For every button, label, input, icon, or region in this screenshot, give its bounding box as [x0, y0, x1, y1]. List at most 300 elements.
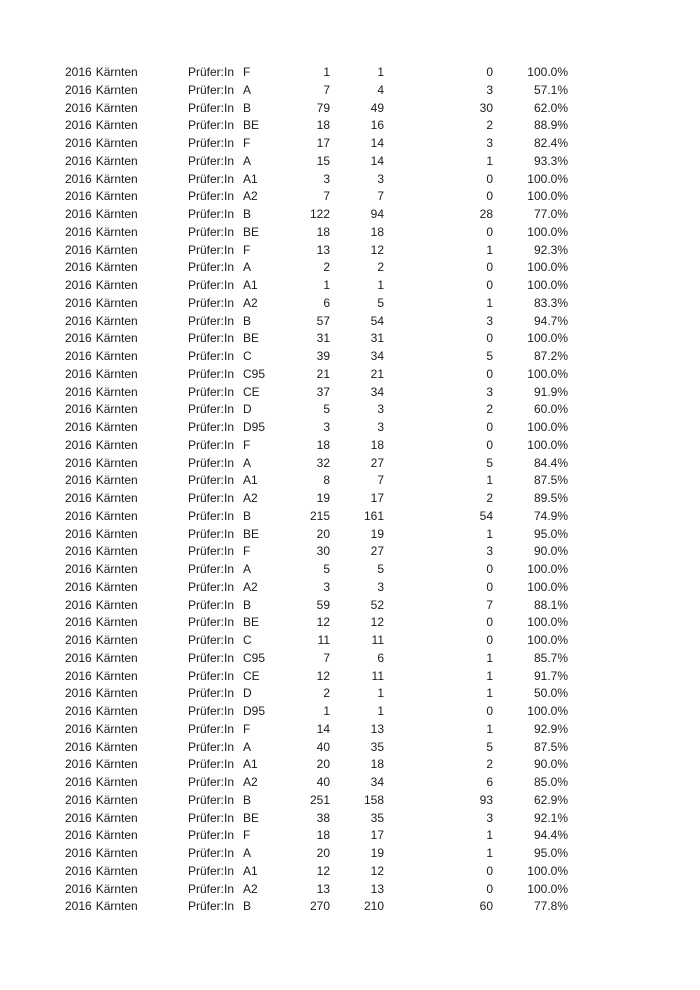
- pass-rate-cell: 84.4%: [533, 455, 568, 470]
- category-cell: C: [243, 633, 252, 647]
- region-text: Kärnten: [95, 224, 138, 239]
- year-region-cell: [65, 650, 188, 668]
- examiner-cell: Prüfer:In: [188, 828, 235, 843]
- pass-rate-cell: 100.0%: [527, 260, 568, 275]
- examiner-cell: Prüfer:In: [188, 473, 235, 488]
- category-cell: F: [243, 437, 251, 452]
- passed-count-cell: 18: [370, 437, 384, 452]
- year-text: 2016: [65, 810, 92, 825]
- total-count-cell: 12: [316, 863, 330, 878]
- passed-count-cell: 1: [377, 65, 384, 79]
- failed-count-cell: 28: [479, 207, 493, 221]
- category-cell: A1: [243, 757, 258, 772]
- examiner-cell: Prüfer:In: [188, 508, 235, 523]
- pass-rate-cell: 100.0%: [527, 615, 568, 630]
- year-region-cell: [65, 827, 188, 845]
- year-text: 2016: [65, 597, 92, 612]
- failed-count-cell: 3: [486, 136, 493, 150]
- pass-rate-cell: 62.9%: [533, 792, 568, 807]
- passed-count-cell: 1: [377, 686, 384, 701]
- failed-count-cell: 1: [486, 153, 493, 168]
- category-cell: A: [243, 562, 252, 576]
- year-region-cell: [65, 863, 188, 881]
- pass-rate-cell: 100.0%: [527, 224, 568, 239]
- category-cell: B: [243, 207, 252, 221]
- year-region-cell: [65, 703, 188, 721]
- year-region-cell: [65, 82, 188, 100]
- year-text: 2016: [65, 295, 92, 310]
- failed-count-cell: 3: [486, 384, 493, 399]
- table-row: [65, 721, 568, 739]
- year-region-cell: [65, 597, 188, 615]
- total-count-cell: 5: [323, 562, 330, 576]
- table-row: [65, 313, 568, 331]
- pass-rate-cell: 88.9%: [533, 118, 568, 133]
- failed-count-cell: 1: [486, 828, 493, 843]
- total-count-cell: 37: [316, 384, 330, 399]
- examiner-cell: Prüfer:In: [188, 224, 235, 239]
- region-text: Kärnten: [95, 100, 138, 115]
- category-cell: A: [243, 82, 252, 97]
- examiner-cell: Prüfer:In: [188, 278, 235, 292]
- results-table: [65, 64, 568, 916]
- category-cell: A1: [243, 473, 258, 488]
- passed-count-cell: 52: [370, 597, 384, 612]
- table-row: [65, 135, 568, 153]
- year-region-cell: [65, 100, 188, 118]
- failed-count-cell: 0: [486, 65, 493, 79]
- passed-count-cell: 19: [370, 526, 384, 541]
- year-region-cell: [65, 330, 188, 348]
- category-cell: A2: [243, 295, 258, 310]
- table-row: [65, 259, 568, 277]
- examiner-cell: Prüfer:In: [188, 242, 235, 257]
- passed-count-cell: 3: [377, 420, 384, 434]
- category-cell: F: [243, 544, 251, 559]
- table-row: [65, 100, 568, 118]
- examiner-cell: Prüfer:In: [188, 207, 235, 221]
- region-text: Kärnten: [95, 846, 138, 860]
- region-text: Kärnten: [95, 597, 138, 612]
- passed-count-cell: 12: [370, 863, 384, 878]
- category-cell: A2: [243, 189, 258, 204]
- year-region-cell: [65, 135, 188, 153]
- examiner-cell: Prüfer:In: [188, 366, 235, 381]
- region-text: Kärnten: [95, 775, 138, 789]
- table-row: [65, 703, 568, 721]
- table-row: [65, 117, 568, 135]
- category-cell: A1: [243, 863, 258, 878]
- category-cell: A1: [243, 278, 258, 292]
- total-count-cell: 39: [316, 349, 330, 363]
- passed-count-cell: 11: [371, 668, 384, 683]
- pass-rate-cell: 77.0%: [533, 207, 568, 221]
- category-cell: F: [243, 242, 251, 257]
- examiner-cell: Prüfer:In: [188, 881, 235, 896]
- passed-count-cell: 210: [363, 899, 384, 914]
- total-count-cell: 12: [316, 668, 330, 683]
- passed-count-cell: 5: [377, 295, 384, 310]
- total-count-cell: 3: [323, 420, 330, 434]
- region-text: Kärnten: [95, 562, 138, 576]
- failed-count-cell: 3: [486, 313, 493, 328]
- failed-count-cell: 2: [486, 402, 493, 417]
- failed-count-cell: 0: [486, 189, 493, 204]
- passed-count-cell: 3: [377, 402, 384, 417]
- passed-count-cell: 7: [377, 189, 384, 204]
- examiner-cell: Prüfer:In: [188, 757, 235, 772]
- failed-count-cell: 54: [479, 508, 493, 523]
- year-region-cell: [65, 366, 188, 384]
- table-row: [65, 543, 568, 561]
- total-count-cell: 251: [309, 792, 330, 807]
- year-text: 2016: [65, 402, 92, 417]
- year-region-cell: [65, 277, 188, 295]
- passed-count-cell: 5: [377, 562, 384, 576]
- failed-count-cell: 1: [486, 295, 493, 310]
- table-row: [65, 401, 568, 419]
- year-text: 2016: [65, 562, 92, 576]
- category-cell: D95: [243, 704, 266, 718]
- region-text: Kärnten: [95, 242, 138, 257]
- pass-rate-cell: 88.1%: [533, 597, 568, 612]
- passed-count-cell: 13: [370, 721, 384, 736]
- category-cell: B: [243, 899, 252, 914]
- failed-count-cell: 0: [486, 437, 493, 452]
- examiner-cell: Prüfer:In: [188, 331, 235, 346]
- examiner-cell: Prüfer:In: [188, 82, 235, 97]
- examiner-cell: Prüfer:In: [188, 189, 235, 204]
- pass-rate-cell: 100.0%: [527, 420, 568, 434]
- pass-rate-cell: 95.0%: [533, 846, 568, 860]
- year-text: 2016: [65, 508, 92, 523]
- year-region-cell: [65, 348, 188, 366]
- year-text: 2016: [65, 366, 92, 381]
- examiner-cell: Prüfer:In: [188, 615, 235, 630]
- failed-count-cell: 7: [486, 597, 493, 612]
- category-cell: F: [243, 828, 251, 843]
- table-row: [65, 792, 568, 810]
- examiner-cell: Prüfer:In: [188, 313, 235, 328]
- table-row: [65, 508, 568, 526]
- year-text: 2016: [65, 721, 92, 736]
- pass-rate-cell: 94.4%: [533, 828, 568, 843]
- category-cell: A2: [243, 579, 258, 594]
- total-count-cell: 2: [323, 686, 330, 701]
- failed-count-cell: 6: [486, 775, 493, 789]
- region-text: Kärnten: [95, 384, 138, 399]
- passed-count-cell: 18: [370, 224, 384, 239]
- table-row: [65, 614, 568, 632]
- table-row: [65, 82, 568, 100]
- passed-count-cell: 27: [370, 544, 384, 559]
- pass-rate-cell: 77.8%: [533, 899, 568, 914]
- pass-rate-cell: 92.3%: [533, 242, 568, 257]
- pass-rate-cell: 92.1%: [533, 810, 568, 825]
- failed-count-cell: 1: [486, 721, 493, 736]
- table-row: [65, 526, 568, 544]
- total-count-cell: 215: [309, 508, 330, 523]
- region-text: Kärnten: [95, 118, 138, 133]
- examiner-cell: Prüfer:In: [188, 526, 235, 541]
- year-region-cell: [65, 419, 188, 437]
- pass-rate-cell: 89.5%: [533, 491, 568, 505]
- table-row: [65, 366, 568, 384]
- year-region-cell: [65, 188, 188, 206]
- pass-rate-cell: 94.7%: [533, 313, 568, 328]
- passed-count-cell: 4: [377, 82, 384, 97]
- total-count-cell: 12: [316, 615, 330, 630]
- table-row: [65, 472, 568, 490]
- examiner-cell: Prüfer:In: [188, 171, 235, 186]
- year-region-cell: [65, 543, 188, 561]
- category-cell: BE: [243, 224, 260, 239]
- pass-rate-cell: 74.9%: [533, 508, 568, 523]
- passed-count-cell: 19: [370, 846, 384, 860]
- total-count-cell: 15: [316, 153, 330, 168]
- pass-rate-cell: 100.0%: [527, 863, 568, 878]
- year-text: 2016: [65, 260, 92, 275]
- region-text: Kärnten: [95, 863, 138, 878]
- total-count-cell: 31: [316, 331, 330, 346]
- category-cell: CE: [243, 384, 260, 399]
- examiner-cell: Prüfer:In: [188, 899, 235, 914]
- table-row: [65, 206, 568, 224]
- failed-count-cell: 0: [486, 562, 493, 576]
- examiner-cell: Prüfer:In: [188, 633, 235, 647]
- table-row: [65, 171, 568, 189]
- pass-rate-cell: 91.7%: [533, 668, 568, 683]
- category-cell: C95: [243, 650, 266, 665]
- total-count-cell: 20: [316, 526, 330, 541]
- failed-count-cell: 30: [479, 100, 493, 115]
- year-text: 2016: [65, 615, 92, 630]
- passed-count-cell: 21: [370, 366, 384, 381]
- region-text: Kärnten: [95, 171, 138, 186]
- passed-count-cell: 35: [370, 739, 384, 754]
- region-text: Kärnten: [95, 313, 138, 328]
- year-region-cell: [65, 668, 188, 686]
- examiner-cell: Prüfer:In: [188, 863, 235, 878]
- region-text: Kärnten: [95, 136, 138, 150]
- total-count-cell: 1: [323, 65, 330, 79]
- year-text: 2016: [65, 420, 92, 434]
- examiner-cell: Prüfer:In: [188, 491, 235, 505]
- passed-count-cell: 14: [370, 153, 384, 168]
- total-count-cell: 18: [316, 828, 330, 843]
- passed-count-cell: 3: [377, 171, 384, 186]
- category-cell: BE: [243, 526, 260, 541]
- passed-count-cell: 13: [370, 881, 384, 896]
- region-text: Kärnten: [95, 82, 138, 97]
- examiner-cell: Prüfer:In: [188, 668, 235, 683]
- pass-rate-cell: 100.0%: [527, 437, 568, 452]
- passed-count-cell: 31: [370, 331, 384, 346]
- table-row: [65, 277, 568, 295]
- category-cell: A2: [243, 881, 258, 896]
- table-row: [65, 632, 568, 650]
- table-row: [65, 384, 568, 402]
- total-count-cell: 40: [316, 739, 330, 754]
- passed-count-cell: 94: [370, 207, 384, 221]
- examiner-cell: Prüfer:In: [188, 846, 235, 860]
- pass-rate-cell: 100.0%: [527, 366, 568, 381]
- passed-count-cell: 34: [370, 384, 384, 399]
- table-row: [65, 330, 568, 348]
- year-region-cell: [65, 455, 188, 473]
- year-region-cell: [65, 774, 188, 792]
- examiner-cell: Prüfer:In: [188, 597, 235, 612]
- region-text: Kärnten: [95, 721, 138, 736]
- category-cell: B: [243, 597, 252, 612]
- total-count-cell: 18: [316, 224, 330, 239]
- pass-rate-cell: 100.0%: [527, 633, 568, 647]
- passed-count-cell: 1: [377, 704, 384, 718]
- category-cell: A: [243, 846, 252, 860]
- region-text: Kärnten: [95, 331, 138, 346]
- year-text: 2016: [65, 349, 92, 363]
- total-count-cell: 21: [316, 366, 330, 381]
- total-count-cell: 270: [309, 899, 330, 914]
- year-text: 2016: [65, 544, 92, 559]
- year-text: 2016: [65, 863, 92, 878]
- region-text: Kärnten: [95, 668, 138, 683]
- examiner-cell: Prüfer:In: [188, 775, 235, 789]
- region-text: Kärnten: [95, 686, 138, 701]
- passed-count-cell: 3: [377, 579, 384, 594]
- year-text: 2016: [65, 242, 92, 257]
- pass-rate-cell: 50.0%: [533, 686, 568, 701]
- year-text: 2016: [65, 455, 92, 470]
- total-count-cell: 79: [316, 100, 330, 115]
- year-region-cell: [65, 171, 188, 189]
- failed-count-cell: 0: [486, 224, 493, 239]
- year-text: 2016: [65, 384, 92, 399]
- year-text: 2016: [65, 189, 92, 204]
- pass-rate-cell: 100.0%: [527, 189, 568, 204]
- pass-rate-cell: 100.0%: [527, 704, 568, 718]
- total-count-cell: 1: [323, 278, 330, 292]
- total-count-cell: 17: [316, 136, 330, 150]
- failed-count-cell: 0: [486, 260, 493, 275]
- pass-rate-cell: 95.0%: [533, 526, 568, 541]
- table-row: [65, 348, 568, 366]
- year-region-cell: [65, 614, 188, 632]
- total-count-cell: 32: [316, 455, 330, 470]
- pass-rate-cell: 100.0%: [527, 278, 568, 292]
- failed-count-cell: 2: [486, 491, 493, 505]
- failed-count-cell: 0: [486, 633, 493, 647]
- passed-count-cell: 11: [371, 633, 384, 647]
- region-text: Kärnten: [95, 189, 138, 204]
- region-text: Kärnten: [95, 207, 138, 221]
- year-text: 2016: [65, 313, 92, 328]
- region-text: Kärnten: [95, 579, 138, 594]
- total-count-cell: 6: [323, 295, 330, 310]
- category-cell: BE: [243, 615, 260, 630]
- table-row: [65, 437, 568, 455]
- year-region-cell: [65, 64, 188, 82]
- passed-count-cell: 35: [370, 810, 384, 825]
- region-text: Kärnten: [95, 739, 138, 754]
- examiner-cell: Prüfer:In: [188, 260, 235, 275]
- category-cell: D95: [243, 420, 266, 434]
- table-row: [65, 685, 568, 703]
- pass-rate-cell: 90.0%: [533, 757, 568, 772]
- examiner-cell: Prüfer:In: [188, 153, 235, 168]
- year-text: 2016: [65, 82, 92, 97]
- passed-count-cell: 54: [370, 313, 384, 328]
- year-region-cell: [65, 792, 188, 810]
- pass-rate-cell: 82.4%: [533, 136, 568, 150]
- failed-count-cell: 5: [486, 455, 493, 470]
- table-row: [65, 597, 568, 615]
- passed-count-cell: 2: [377, 260, 384, 275]
- year-region-cell: [65, 295, 188, 313]
- region-text: Kärnten: [95, 349, 138, 363]
- failed-count-cell: 2: [486, 757, 493, 772]
- table-row: [65, 881, 568, 899]
- passed-count-cell: 27: [370, 455, 384, 470]
- year-region-cell: [65, 881, 188, 899]
- year-text: 2016: [65, 579, 92, 594]
- region-text: Kärnten: [95, 792, 138, 807]
- year-text: 2016: [65, 491, 92, 505]
- table-row: [65, 242, 568, 260]
- category-cell: A: [243, 739, 252, 754]
- year-region-cell: [65, 242, 188, 260]
- examiner-cell: Prüfer:In: [188, 579, 235, 594]
- failed-count-cell: 0: [486, 420, 493, 434]
- year-region-cell: [65, 561, 188, 579]
- category-cell: B: [243, 508, 252, 523]
- failed-count-cell: 1: [486, 473, 493, 488]
- pass-rate-cell: 62.0%: [533, 100, 568, 115]
- year-region-cell: [65, 490, 188, 508]
- year-text: 2016: [65, 757, 92, 772]
- examiner-cell: Prüfer:In: [188, 295, 235, 310]
- table-row: [65, 419, 568, 437]
- examiner-cell: Prüfer:In: [188, 136, 235, 150]
- examiner-cell: Prüfer:In: [188, 704, 235, 718]
- year-region-cell: [65, 898, 188, 916]
- year-region-cell: [65, 526, 188, 544]
- category-cell: B: [243, 100, 252, 115]
- examiner-cell: Prüfer:In: [188, 402, 235, 417]
- category-cell: C: [243, 349, 252, 363]
- examiner-cell: Prüfer:In: [188, 686, 235, 701]
- table-row: [65, 153, 568, 171]
- region-text: Kärnten: [95, 828, 138, 843]
- total-count-cell: 14: [316, 721, 330, 736]
- year-text: 2016: [65, 704, 92, 718]
- passed-count-cell: 7: [377, 473, 384, 488]
- total-count-cell: 40: [316, 775, 330, 789]
- table-row: [65, 845, 568, 863]
- table-row: [65, 561, 568, 579]
- pass-rate-cell: 100.0%: [527, 331, 568, 346]
- table-row: [65, 756, 568, 774]
- region-text: Kärnten: [95, 402, 138, 417]
- year-text: 2016: [65, 118, 92, 133]
- category-cell: BE: [243, 118, 260, 133]
- category-cell: B: [243, 313, 252, 328]
- passed-count-cell: 49: [370, 100, 384, 115]
- category-cell: BE: [243, 331, 260, 346]
- failed-count-cell: 1: [486, 650, 493, 665]
- year-region-cell: [65, 739, 188, 757]
- total-count-cell: 3: [323, 579, 330, 594]
